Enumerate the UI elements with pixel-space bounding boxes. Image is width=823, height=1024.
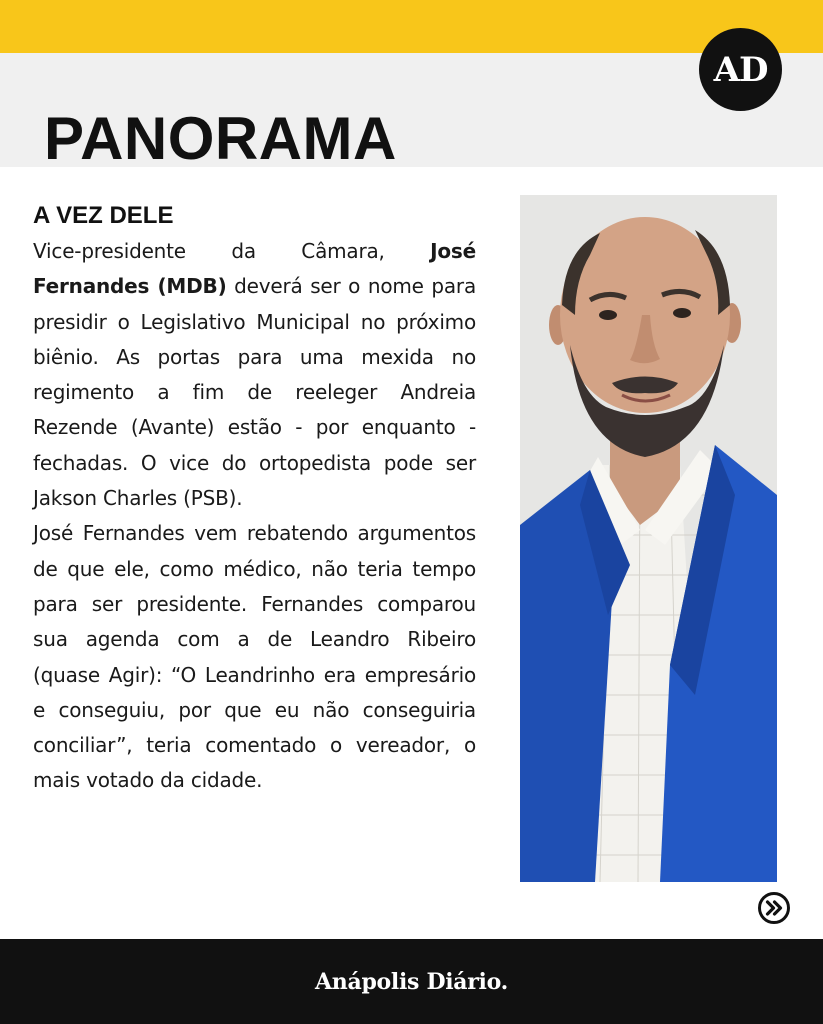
paragraph-1-lead: Vice-presidente da Câmara,	[33, 239, 431, 263]
top-accent-bar	[0, 0, 823, 53]
paragraph-1-rest: deverá ser o nome para presidir o Legislativo Municipal no próximo biênio. As portas para uma mexida no regimento a fim de reeleger Andreia Rezende (Avante) estão - por enquanto - fechadas. O vice do ortopedista pode ser Jakson Charles (PSB).	[33, 274, 477, 511]
portrait-photo	[520, 195, 777, 882]
section-title: PANORAMA	[44, 105, 397, 172]
portrait-illustration	[520, 195, 777, 882]
logo-text: AD	[713, 49, 768, 90]
article	[33, 198, 476, 799]
footer-brand-name: Anápolis Diário.	[315, 968, 508, 995]
footer-bar	[0, 939, 823, 1024]
article-headline: A VEZ DELE	[33, 202, 174, 229]
article-paragraph-2: José Fernandes vem rebatendo argumentos de que ele, como médico, não teria tempo para ser presidente. Fernandes comparou sua agenda com a de Leandro Ribeiro (quase Agir): “O Leandrinho era empresário e conseguiu, por que eu não conseguiria conciliar”, teria comentado o vereador, o mais votado da cidade.	[33, 521, 476, 793]
article-paragraph-1	[33, 234, 476, 516]
double-chevron-right-icon	[757, 891, 791, 925]
highlighted-name: José Fernandes (MDB)	[33, 239, 476, 299]
logo-ad	[699, 28, 782, 111]
next-page-button[interactable]	[757, 891, 791, 925]
